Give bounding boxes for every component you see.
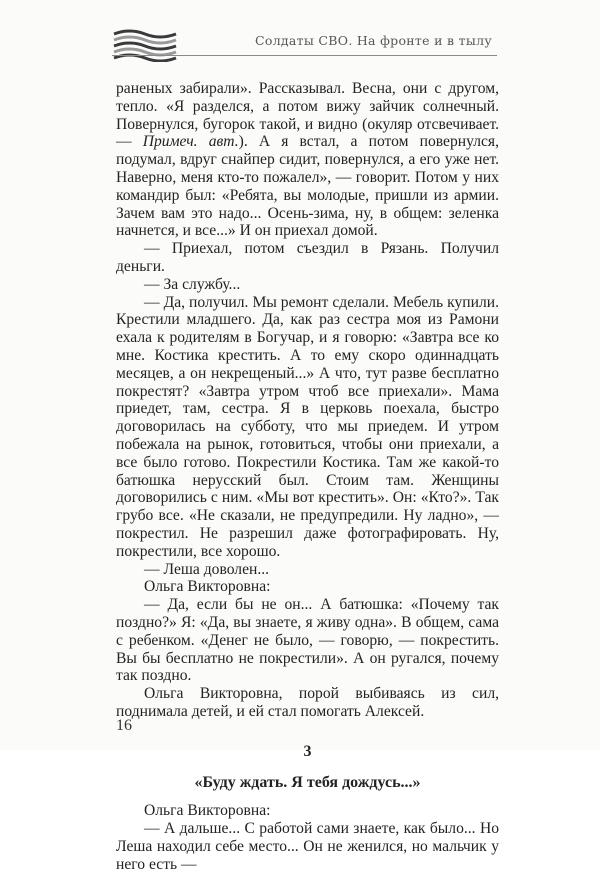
st-george-ribbon-wave-icon [112,28,178,62]
dialogue-line: — Да, если бы не он... А батюшка: «Почему так поздно?» Я: «Да, вы знаете, я живу одна». В общем, сама с ребенком. «Денег не было, — говорю, — покрестить. Вы бы бесплатно не покрестили». А он ругался, почему так поздно. [116,596,499,685]
paragraph-text: раненых забирали». Рассказывал. Весна, они с другом, тепло. «Я разделся, а потом вижу зайчик солнечный. Повернулся, бугорок такой, и видно (окуляр отсвечивает. — [116,80,499,151]
dialogue-line: — Леша доволен... [144,560,270,578]
author-note: Примеч. авт. [142,133,239,151]
dialogue-line: — Приехал, потом съездил в Рязань. Получил деньги. [116,240,499,275]
header-divider [112,55,497,56]
page-body-text [116,80,499,873]
speaker-label: Ольга Викторовна: [144,802,271,820]
dialogue-line: — Да, получил. Мы ремонт сделали. Мебель купили. Крестили младшего. Да, как раз сестра моя из Рамони ехала к родителям в Богучар, и я говорю: «Завтра все ко мне. Костика крестить. А то ему скоро одиннадцать месяцев, а он некрещеный...» А что, тут разве бесплатно покрестят? «Завтра утром чтоб все приехали». Мама приедет, там, сестра. Я в церковь поехала, быстро договорилась на субботу, что мы приедем. И утром побежала на рынок, готовиться, чтобы они приехали, а все было готово. Покрестили Костика. Там же какой-то батюшка нерусский был. Стоим там. Женщины договорились с ним. «Мы вот крестить». Он: «Кто?». Так грубо все. «Не сказали, не предупредили. Ну ладно», — покрестил. Не разрешил даже фотографировать. Ну, покрестили, все хорошо. [116,293,499,560]
dialogue-line: — За службу... [144,275,241,293]
speaker-label: Ольга Викторовна: [144,578,271,596]
chapter-number: 3 [303,742,312,760]
paragraph-text: ). А я встал, а потом повернулся, подумал, вдруг снайпер сидит, повернулся, а его уже нет. Наверно, меня кто-то пожалел», — говорит. Потом у них командир был: «Ребята, вы молодые, пришли из армии. Зачем вам это надо... Осень-зима, ну, в общем: зеленка начнется, и все...» И он приехал домой. [116,133,499,240]
chapter-title: «Буду ждать. Я тебя дождусь...» [194,774,421,792]
dialogue-line: — А дальше... С работой сами знаете, как было... Но Леша находил себе место... Он не женился, но мальчик у него есть — [116,820,499,873]
paragraph: Ольга Викторовна, порой выбиваясь из сил, поднимала детей, и ей стал помогать Алексей. [116,685,499,720]
paragraph [116,80,499,240]
running-header-title: Солдаты СВО. На фронте и в тылу [255,33,492,48]
page-number: 16 [116,717,132,734]
